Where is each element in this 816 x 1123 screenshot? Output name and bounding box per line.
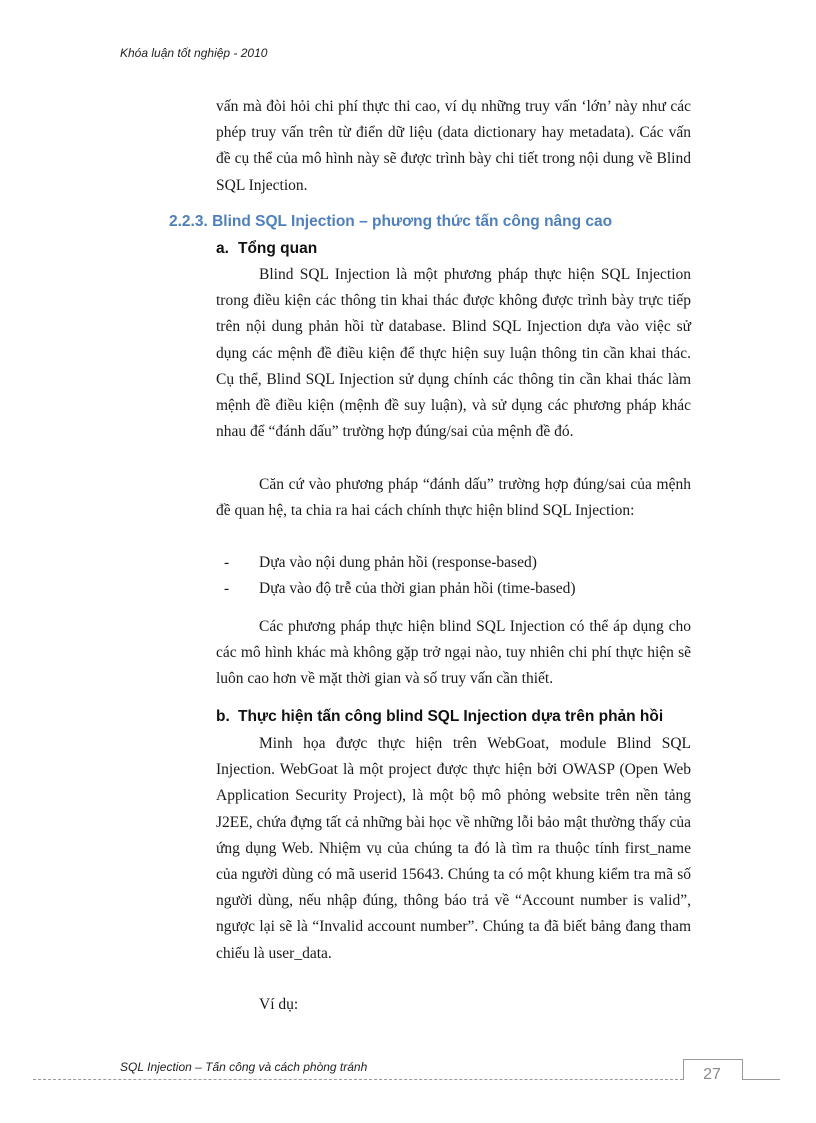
subsection-b-paragraph-2: Ví dụ: [259,996,299,1013]
list-item: - Dựa vào nội dung phản hồi (response-based) [216,550,691,576]
bullet-dash: - [224,580,230,597]
subsection-a-paragraph-2: Căn cứ vào phương pháp “đánh dấu” trường hợp đúng/sai của mệnh đề quan hệ, ta chia ra hai cách chính thực hiện blind SQL Injection: [216,476,691,520]
intro-paragraph: vấn mà đòi hỏi chi phí thực thi cao, ví dụ những truy vấn ‘lớn’ này như các phép truy vấn trên từ điển dữ liệu (data dictionary hay metadata). Các vấn đề cụ thể của mô hình này sẽ được trình bày chi tiết trong nội dung về Blind SQL Injection. [216,98,691,194]
bullet-list [216,550,691,602]
subsection-a-title: Tổng quan [238,240,318,257]
list-item: - Dựa vào độ trễ của thời gian phản hồi (time-based) [216,576,691,602]
section-heading [169,213,612,231]
subsection-b-title: Thực hiện tấn công blind SQL Injection dựa trên phản hồi [238,708,664,725]
subsection-a-heading [216,240,317,258]
running-header: Khóa luận tốt nghiệp - 2010 [120,46,268,60]
subsection-b-paragraph-1: Minh họa được thực hiện trên WebGoat, module Blind SQL Injection. WebGoat là một project được thực hiện bởi OWASP (Open Web Application Security Project), là một bộ mô phỏng website trên nền tảng J2EE, chứa đựng tất cả những bài học về những lỗi bảo mật thường thấy của ứng dụng Web. Nhiệm vụ của chúng ta đó là tìm ra thuộc tính first_name của người dùng có mã userid 15643. Chúng ta có một khung kiểm tra mã số người dùng, nếu nhập đúng, thông báo trả về “Account number is valid”, ngược lại sẽ là “Invalid account number”. Chúng ta đã biết bảng đang tham chiếu là user_data. [216,735,691,962]
section-title: Blind SQL Injection – phương thức tấn công nâng cao [212,213,613,230]
subsection-b-label: b. [216,708,230,725]
subsection-a-paragraph-1: Blind SQL Injection là một phương pháp thực hiện SQL Injection trong điều kiện các thông tin khai thác được không được trình bày trực tiếp trên nội dung phản hồi từ database. Blind SQL Injection dựa vào việc sử dụng các mệnh đề điều kiện để thực hiện suy luận thông tin cần khai thác. Cụ thể, Blind SQL Injection sử dụng chính các thông tin cần khai thác làm mệnh đề điều kiện (mệnh đề suy luận), và sử dụng các phương pháp khác nhau để “đánh dấu” trường hợp đúng/sai của mệnh đề đó. [216,266,691,441]
footer-rule [33,1079,683,1080]
footer-rule-right [742,1079,780,1080]
section-number: 2.2.3. [169,213,208,230]
subsection-a-label: a. [216,240,229,257]
subsection-a-paragraph-3: Các phương pháp thực hiện blind SQL Injection có thể áp dụng cho các mô hình khác mà không gặp trở ngại nào, tuy nhiên chi phí thực hiện sẽ luôn cao hơn về mặt thời gian và số truy vấn cần thiết. [216,618,691,688]
bullet-dash: - [224,554,230,571]
subsection-b-heading [216,708,663,726]
running-footer: SQL Injection – Tấn công và cách phòng tránh [120,1060,368,1074]
page-number: 27 [703,1066,721,1083]
